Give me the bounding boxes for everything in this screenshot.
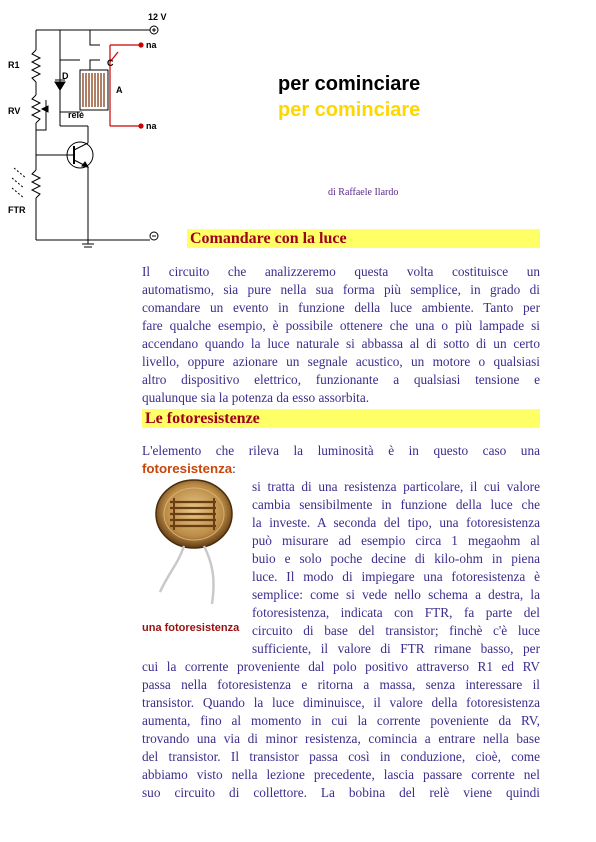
photoresistor-highlight: fotoresistenza xyxy=(142,461,233,476)
text-line: trovando una via di minor resistenza, comincia a entrare nella base xyxy=(142,731,540,746)
text-line: transistor. Quando la luce diminuisce, il valore della fotoresistenza xyxy=(142,695,540,710)
text-line: può misurare ad esempio circa 1 megaohm al xyxy=(252,533,540,548)
author-byline: di Raffaele Ilardo xyxy=(328,187,399,198)
text-line: qualunque sia la potenza da esso assorbita. xyxy=(142,390,370,405)
diode-label: D xyxy=(62,71,69,81)
section2-intro xyxy=(142,442,540,478)
relay-circuit-schematic xyxy=(0,0,170,250)
na-bottom-label: na xyxy=(146,121,157,131)
text-line: L'elemento che rileva la luminosità è in questo caso una xyxy=(142,443,540,458)
text-line: altro dispositivo elettrico, funzionante a qualsiasi tensione e xyxy=(142,372,540,387)
text-line: aumenta, fino al momento in cui la corrente poveniente da RV, xyxy=(142,713,540,728)
text-line: semplice: come si vede nello schema a destra, la xyxy=(252,587,540,602)
text-line: cambia sensibilmente in funzione della luce che xyxy=(252,497,540,512)
photoresistor-image xyxy=(142,474,242,614)
text-line: buio e solo poche decine di kilo-ohm in piena xyxy=(252,551,540,566)
text-line: automatismo, sia pure nella sua forma più semplice, in grado di xyxy=(142,282,540,297)
page-title: per cominciare xyxy=(278,73,421,95)
relay-label: relè xyxy=(68,110,85,120)
section-heading-light-control: Comandare con la luce xyxy=(187,229,540,248)
text-line: accendano quando la luce naturale si abbassa al di sotto di un certo xyxy=(142,336,540,351)
text-line: la investe. A seconda del tipo, una fotoresistenza xyxy=(252,515,540,530)
text-line: passa nella fotoresistenza e ritorna a massa, senza interessare il xyxy=(142,677,540,692)
supply-label: 12 V xyxy=(148,12,167,22)
photoresistor-caption: una fotoresistenza xyxy=(142,622,240,634)
section1-paragraph xyxy=(142,263,540,407)
text-line: comandare un evento in funzione della luce ambiente. Tanto per xyxy=(142,300,540,315)
text-line: luce. Il modo di impiegare una fotoresistenza è xyxy=(252,569,540,584)
text-line: sufficiente, il valore di FTR rimane basso, per xyxy=(252,641,540,656)
text-line: fotoresistenza, indicata con FTR, fa parte del xyxy=(252,605,540,620)
text-line: circuito di base del transistor; finchè c'è luce xyxy=(252,623,540,638)
text-line: si tratta di una resistenza particolare, il cui valore xyxy=(252,479,540,494)
text-line: del transistor. Il transistor passa così in conduzione, cioè, come xyxy=(142,749,540,764)
text-line: suo circuito di collettore. La bobina del relè viene quindi xyxy=(142,785,540,800)
page-title-shadow: per cominciare xyxy=(278,99,421,121)
text-line: livello, oppure azionare un segnale acustico, un motore o qualsiasi xyxy=(142,354,540,369)
text-line: fare qualche esempio, è possibile ottenere che una o più lampade si xyxy=(142,318,540,333)
a-label: A xyxy=(116,85,123,95)
na-top-label: na xyxy=(146,40,157,50)
colon: : xyxy=(232,461,236,476)
text-line: abbiamo visto nella lezione precedente, lascia passare corrente nel xyxy=(142,767,540,782)
r1-label: R1 xyxy=(8,60,20,70)
ftr-label: FTR xyxy=(8,205,26,215)
c-label: C xyxy=(107,58,114,68)
text-line: Il circuito che analizzeremo questa volta costituisce un xyxy=(142,264,540,279)
section2-body xyxy=(142,658,540,802)
section2-side-text xyxy=(252,478,540,658)
rv-label: RV xyxy=(8,106,21,116)
section-heading-photoresistors: Le fotoresistenze xyxy=(142,409,540,428)
text-line: cui la corrente proveniente dal polo positivo attraverso R1 ed RV xyxy=(142,659,540,674)
